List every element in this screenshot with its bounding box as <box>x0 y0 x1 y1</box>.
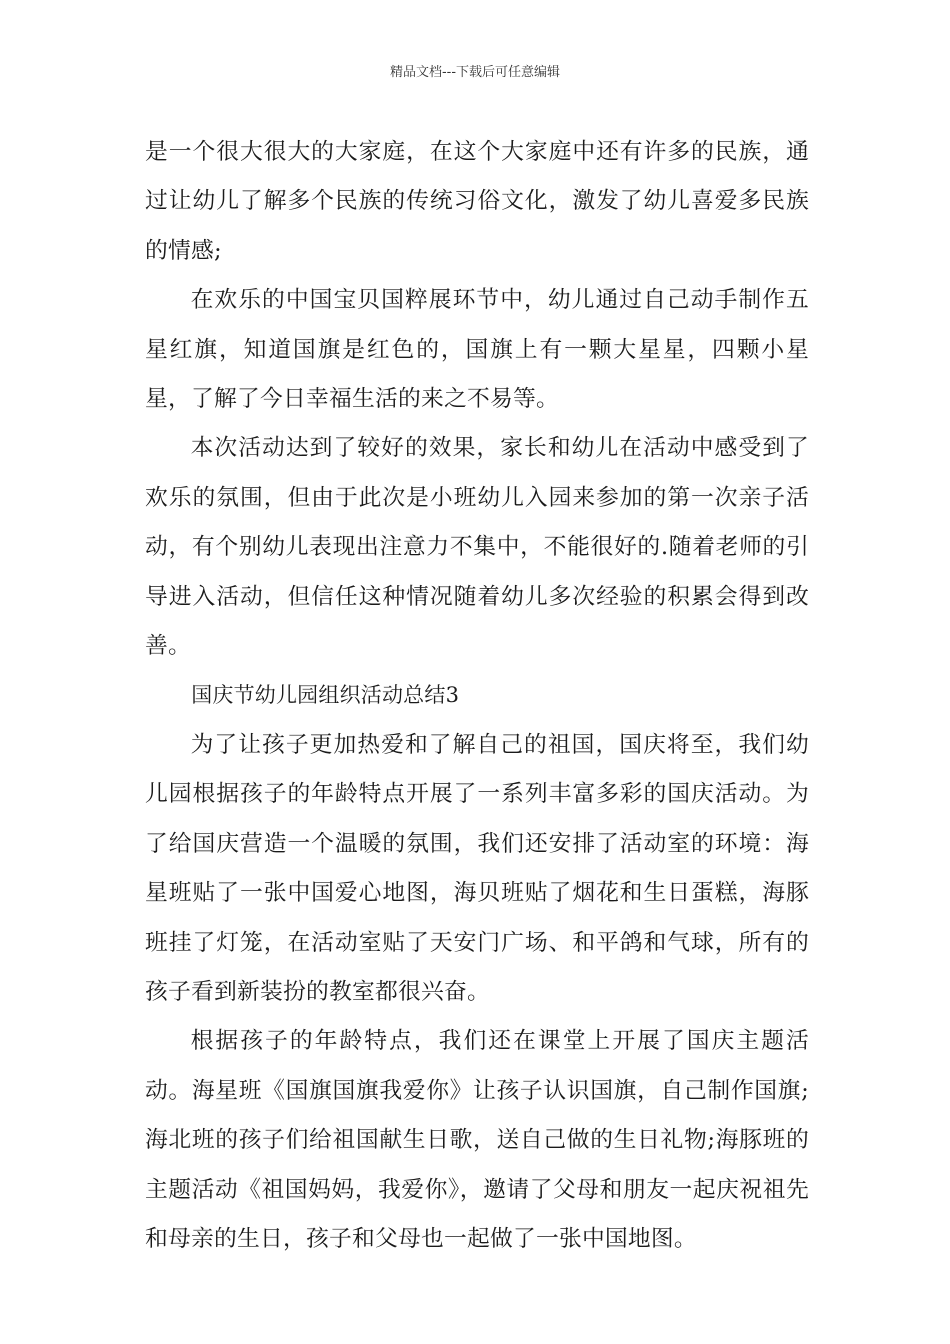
document-body <box>145 128 809 1264</box>
paragraph: 在欢乐的中国宝贝国粹展环节中，幼儿通过自己动手制作五星红旗，知道国旗是红色的，国旗上有一颗大星星，四颗小星星，了解了今日幸福生活的来之不易等。 <box>145 287 809 413</box>
paragraph: 根据孩子的年龄特点，我们还在课堂上开展了国庆主题活动。海星班《国旗国旗我爱你》让孩子认识国旗，自己制作国旗;海北班的孩子们给祖国献生日歌，送自己做的生日礼物;海豚班的主题活动《祖国妈妈，我爱你》，邀请了父母和朋友一起庆祝祖先和母亲的生日，孩子和父母也一起做了一张中国地图。 <box>145 1028 809 1252</box>
page-header: 精品文档---下载后可任意编辑 <box>389 65 561 80</box>
paragraph-continued: 是一个很大很大的大家庭，在这个大家庭中还有许多的民族，通过让幼儿了解多个民族的传统习俗文化，激发了幼儿喜爱多民族的情感; <box>145 139 809 264</box>
paragraph: 为了让孩子更加热爱和了解自己的祖国，国庆将至，我们幼儿园根据孩子的年龄特点开展了一系列丰富多彩的国庆活动。为了给国庆营造一个温暖的氛围，我们还安排了活动室的环境：海星班贴了一张中国爱心地图，海贝班贴了烟花和生日蛋糕，海豚班挂了灯笼，在活动室贴了天安门广场、和平鸽和气球，所有的孩子看到新装扮的教室都很兴奋。 <box>145 731 809 1005</box>
section-heading: 国庆节幼儿园组织活动总结3 <box>191 683 460 708</box>
paragraph: 本次活动达到了较好的效果，家长和幼儿在活动中感受到了欢乐的氛围，但由于此次是小班幼儿入园来参加的第一次亲子活动，有个别幼儿表现出注意力不集中，不能很好的.随着老师的引导进入活动，但信任这种情况随着幼儿多次经验的积累会得到改善。 <box>145 435 809 660</box>
